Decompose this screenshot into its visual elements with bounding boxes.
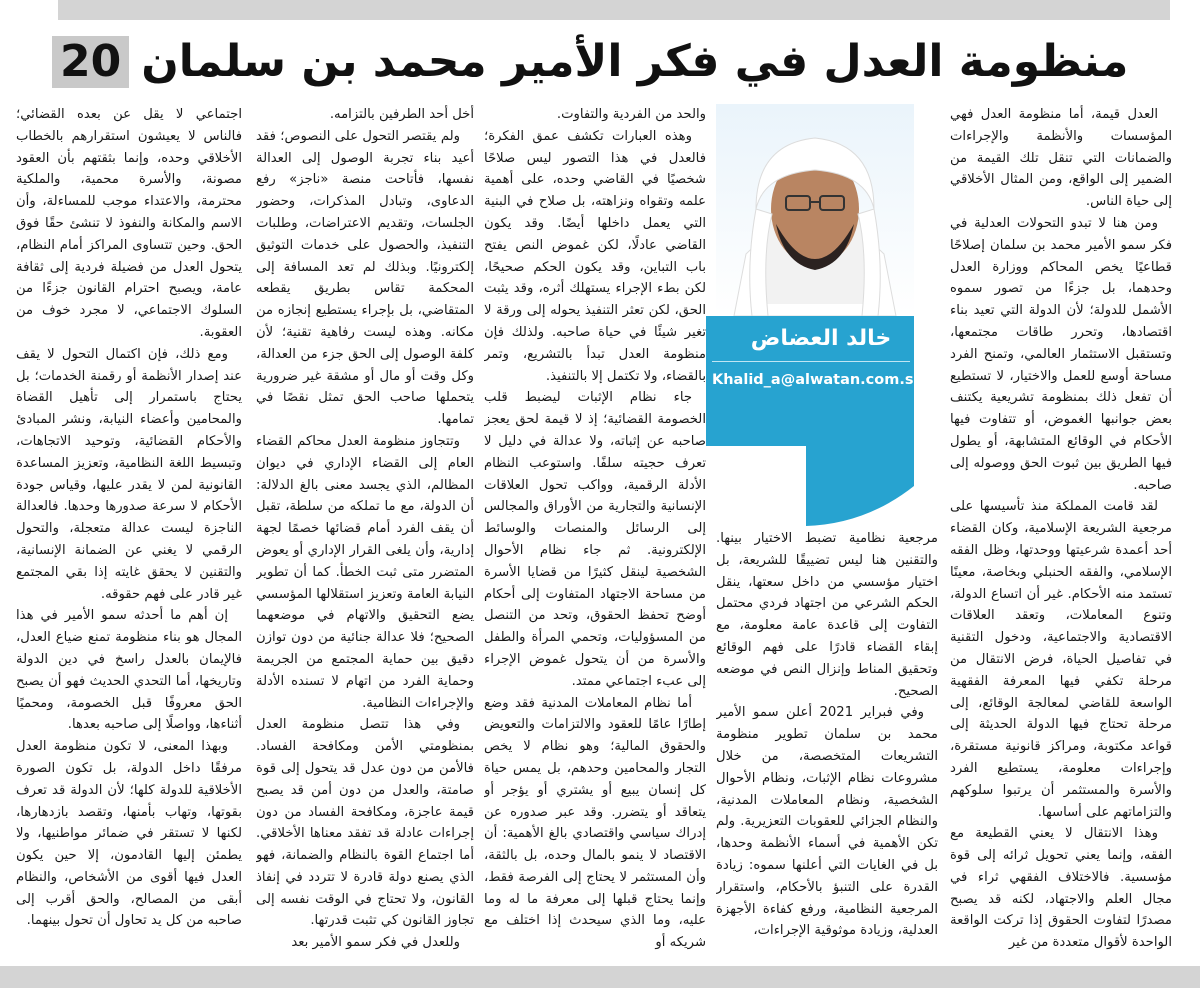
author-name: خالد العضاض — [750, 326, 892, 351]
paragraph: العدل قيمة، أما منظومة العدل فهي المؤسسات والأنظمة والإجراءات والضمانات التي تنقل تلك القيمة من الضمير إلى الواقع، ومن المثال الأخلاقي إلى حياة الناس. — [950, 107, 1172, 210]
paragraph: وهذا الانتقال لا يعني القطيعة مع الفقه، وإنما يعني تحويل ثرائه إلى قوة مؤسسية. فالاختلاف الفقهي ثراء في مجال العلم والاجتهاد، لكنه قد يصبح مصدرًا لتفاوت الحقوق إذا تركت الواقعة الواحدة لأقوال متعددة من غير — [950, 826, 1172, 951]
column-3 — [484, 104, 706, 956]
author-portrait-image — [716, 104, 914, 316]
paragraph: وهذه العبارات تكشف عمق الفكرة؛ فالعدل في هذا التصور ليس صلاحًا شخصيًا في القاضي وحده، على أهمية علمه وتقواه ونزاهته، بل صلاح في البنية التي يعمل داخلها أيضًا. وقد يكون القاضي عادلًا، لكن غموض النص يفتح باب التباين، وقد يكون الحكم صحيحًا، لكن بطء الإجراء يستهلك أثره، وقد يثبت الحق، لكن تعثر التنفيذ يحوله إلى ورقة لا تغير شيئًا في حياة صاحبه. ولذلك فإن منظومة العدل تبدأ بالتشريع، وتمر بالقضاء، ولا تكتمل إلا بالتنفيذ. — [484, 128, 706, 384]
paragraph: لقد قامت المملكة منذ تأسيسها على مرجعية الشريعة الإسلامية، وكان القضاء أحد أعمدة شرعيتها ووحدتها، وظل الفقه الإسلامي، والفقه الحنبلي وبخاصة، معينًا تستمد منه الأحكام. غير أن اتساع الدولة، وتنوع المعاملات، وتعقد العلاقات الاقتصادية والاجتماعية، ودخول التقنية في تفاصيل الحياة، فرض الانتقال من مرحلة تكفي فيها المعرفة الفقهية الواسعة للقاضي لمعالجة الوقائع، إلى مرحلة تحتاج فيها الدولة الحديثة إلى قواعد مكتوبة، ومراكز قانونية مستقرة، وإجراءات معلومة، يستطيع الفرد والأسرة والمستثمر أن يرتبوا سلوكهم والتزاماتهم على أساسها. — [950, 499, 1172, 820]
top-bar — [58, 0, 1170, 20]
headline — [52, 28, 1144, 96]
author-box-tail — [706, 446, 914, 526]
paragraph: وفي فبراير 2021 أعلن سمو الأمير محمد بن سلمان تطوير منظومة التشريعات المتخصصة، من خلال مشروعات نظام الإثبات، ونظام الأحوال الشخصية، ونظام المعاملات المدنية، والنظام الجزائي للعقوبات التعزيرية. ولم تكن الأهمية في أسماء الأنظمة وحدها، بل في الغايات التي أعلنها سموه: زيادة القدرة على التنبؤ بالأحكام، واستقرار المرجعية النظامية، ورفع كفاءة الأجهزة العدلية، وزيادة موثوقية الإجراءات، — [716, 705, 938, 939]
headline-number: 20 — [52, 36, 129, 88]
paragraph: أما نظام المعاملات المدنية فقد وضع إطارًا عامًا للعقود والالتزامات والتعويض والحقوق المالية؛ وهو نظام لا يخص التجار والمحامين وحدهم، بل يمس حياة كل إنسان يبيع أو يشتري أو يؤجر أو يتعاقد أو يتضرر. وقد عبر صدوره عن إدراك سياسي واقتصادي بالغ الأهمية: أن الاقتصاد لا ينمو بالمال وحده، بل بالثقة، وأن المستثمر لا يحتاج إلى الفرصة فقط، وإنما يحتاج قبلها إلى معرفة ما له وما عليه، وما الذي سيحدث إذا اختلف مع شريكه أو — [484, 695, 706, 951]
column-2 — [716, 528, 938, 956]
paragraph: وبهذا المعنى، لا تكون منظومة العدل مرفقًا داخل الدولة، بل تكون الصورة الأخلاقية للدولة كلها؛ لأن الدولة قد تعرف بقوتها، وتهاب بأمنها، وتقصد بازدهارها، لكنها لا تستقر في ضمائر مواطنيها، ولا يطمئن إليها القادمون، إلا حين يكون العدل فيها أقوى من الأشخاص، والنظام أبقى من المصالح، والحق أقرب إلى صاحبه من كل يد تحاول أن تحول بينهما. — [16, 739, 242, 929]
paragraph: جاء نظام الإثبات ليضبط قلب الخصومة القضائية؛ إذ لا قيمة لحق يعجز صاحبه عن إثباته، ولا عدالة في دليل لا تعرف حجيته سلفًا. واستوعب النظام الأدلة الرقمية، وواكب تحول العلاقات الإنسانية والتجارية من الأوراق والمجالس إلى الرسائل والمنصات والوسائط الإلكترونية. ثم جاء نظام الأحوال الشخصية لينقل كثيرًا من قضايا الأسرة من مساحة الاجتهاد المتفاوت إلى أحكام أوضح تحفظ الحقوق، وتحد من التنصل من المسؤوليات، وتحمي المرأة والطفل والأسرة من أن يتحول غموض الإجراء إلى عبء اجتماعي ممتد. — [484, 390, 706, 689]
column-5 — [16, 104, 242, 956]
author-photo — [716, 104, 914, 316]
paragraph: اجتماعي لا يقل عن بعده القضائي؛ فالناس لا يعيشون استقرارهم بالخطاب الأخلاقي وحده، وإنما بثقتهم بأن العقود مصونة، والأسرة محمية، والملكية محترمة، والاعتداء موجب للمساءلة، وأن الاسم والمكانة والنفوذ لا تنشئ حقًا فوق الحق. وحين تتساوى المراكز أمام النظام، يتحول العدل من فضيلة فردية إلى ثقافة عامة، ويصبح احترام القانون جزءًا من السلوك الاجتماعي، لا مجرد خوف من العقوبة. — [16, 107, 242, 340]
paragraph: وفي هذا تتصل منظومة العدل بمنظومتي الأمن ومكافحة الفساد. فالأمن من دون عدل قد يتحول إلى قوة صامتة، والعدل من دون أمن قد يصبح قيمة عاجزة، ومكافحة الفساد من دون إجراءات عادلة قد تفقد معناها الأخلاقي. أما اجتماع القوة بالنظام والضمانة، فهو الذي يصنع دولة قادرة لا تتردد في إنفاذ القانون، ولا تحتاج في الوقت نفسه إلى تجاوز القانون كي تثبت قدرتها. — [256, 717, 474, 929]
column-4 — [256, 104, 474, 956]
paragraph: وللعدل في فكر سمو الأمير بعد — [291, 935, 460, 951]
column-1 — [950, 104, 1172, 956]
paragraph: إن أهم ما أحدثه سمو الأمير في هذا المجال هو بناء منظومة تمنع ضياع العدل، فالإيمان بالعدل راسخ في دين الدولة وتاريخها، أما التحدي الحديث فهو أن يصبح الحق معروفًا قبل الخصومة، ومحميًا أثناءها، وواصلًا إلى صاحبه بعدها. — [16, 608, 242, 733]
paragraph: ولم يقتصر التحول على النصوص؛ فقد أعيد بناء تجربة الوصول إلى العدالة نفسها، فأتاحت منصة «ناجز» رفع الدعاوى، وتبادل المذكرات، وحضور الجلسات، وتقديم الاعتراضات، وطلبات التنفيذ، والحصول على خدمات التوثيق إلكترونيًا. وبذلك لم تعد المسافة إلى المحكمة تقاس بطريق يقطعه المتقاضي، بل بإجراء يستطيع إنجازه من مكانه. وهذه ليست رفاهية تقنية؛ لأن كلفة الوصول إلى الحق جزء من العدالة، وكل وقت أو مال أو مشقة غير ضرورية يتحملها صاحب الحق تمثل نقصًا في تمامها. — [256, 128, 474, 428]
paragraph: مرجعية نظامية تضبط الاختيار بينها. والتقنين هنا ليس تضييقًا للشريعة، بل اختيار مؤسسي من داخل سعتها، ينقل الحكم الشرعي من اجتهاد فردي محتمل التفاوت إلى قاعدة عامة معلومة، مع إبقاء القضاء قادرًا على فهم الوقائع وتحقيق المناط وإنزال النص في موضعه الصحيح. — [716, 531, 938, 699]
paragraph: ومع ذلك، فإن اكتمال التحول لا يقف عند إصدار الأنظمة أو رقمنة الخدمات؛ بل يحتاج باستمرار إلى تأهيل القضاة والمحامين وأعضاء النيابة، ونشر المبادئ والأحكام القضائية، وتوحيد الاتجاهات، وتبسيط اللغة النظامية، وتعزيز المساعدة القانونية لمن لا يقدر عليها، وقياس جودة الأحكام لا سرعة صدورها وحدها. فالعدالة الناجزة ليست عدالة متعجلة، والتحول الرقمي لا يغني عن الضمانة الإنسانية، والتقنين لا يحقق غايته إذا بقي المجتمع غير قادر على فهم حقوقه. — [16, 346, 242, 602]
headline-title: منظومة العدل في فكر الأمير محمد بن سلمان — [141, 36, 1129, 87]
bottom-bar — [0, 966, 1200, 988]
paragraph: وتتجاوز منظومة العدل محاكم القضاء العام إلى القضاء الإداري في ديوان المظالم، الذي يجسد معنى بالغ الدلالة: أن الدولة، مع ما تملكه من سلطة، تقبل أن يقف الفرد أمام قضائها خصمًا لجهة إدارية، وأن يلغى القرار الإداري أو يعوض المتضرر متى ثبت الخطأ. كما أن تطوير النيابة العامة وتعزيز استقلالها المؤسسي يضع التحقيق والاتهام في موضعهما الصحيح؛ فلا عدالة جنائية من دون توازن دقيق بين حماية المجتمع من الجريمة وحماية الفرد من اتهام لا تسنده الأدلة والإجراءات النظامية. — [256, 433, 474, 711]
paragraph: ومن هنا لا تبدو التحولات العدلية في فكر سمو الأمير محمد بن سلمان إصلاحًا قطاعيًا يخص المحاكم ووزارة العدل وحدهما، بل جزءًا من تصور سموه الأشمل للدولة؛ لأن الدولة التي تعيد بناء اقتصادها، وتحرر طاقات مجتمعها، وتستقبل الاستثمار العالمي، وتمنح الفرد مساحة أوسع للعمل والاختيار، لا تستطيع أن تفعل ذلك بمنظومة تشريعية يكتنف بعض جوانبها الغموض، أو تتفاوت فيها الأحكام في الوقائع المتشابهة، أو يطول فيها الطريق بين ثبوت الحق ووصوله إلى صاحبه. — [950, 215, 1172, 493]
paragraph: والحد من الفردية والتفاوت. — [556, 107, 706, 122]
paragraph: أخل أحد الطرفين بالتزامه. — [329, 107, 474, 122]
author-divider — [712, 361, 910, 362]
author-email: Khalid_a@alwatan.com.sa — [712, 372, 924, 388]
